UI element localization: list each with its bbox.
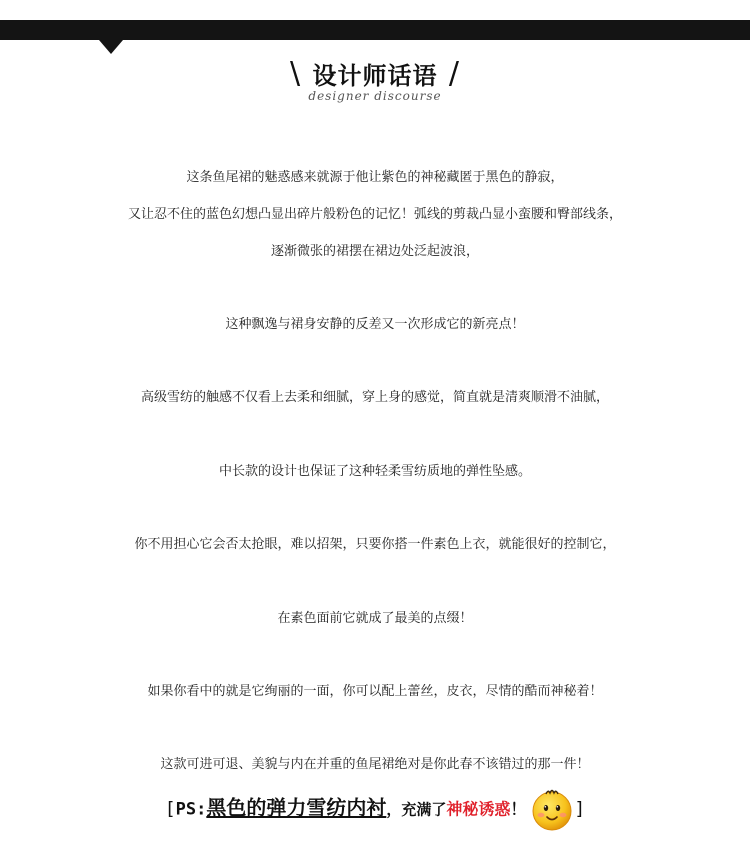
page-subtitle: designer discourse [308,89,442,103]
copy-line: 逐渐微张的裙摆在裙边处泛起波浪， [270,244,479,259]
heading-slash-left: \ [290,56,302,91]
ps-exclaim: ！ [510,799,527,819]
copy-line: 中长款的设计也保证了这种轻柔雪纺质地的弹性坠感。 [218,464,531,479]
ps-comma: ， [386,800,402,819]
copy-line: 这款可进可退、美貌与内在并重的鱼尾裙绝对是你此春不该错过的那一件！ [160,757,590,772]
ps-main-text: 黑色的弹力雪纺内衬 [206,795,387,820]
smiley-face-icon [530,788,574,832]
top-divider-notch [99,40,123,54]
ps-highlight-text: 神秘诱惑 [446,799,511,819]
copy-line: 在素色面前它就成了最美的点缀！ [277,611,473,626]
ps-close-bracket: ] [574,798,586,820]
ps-middle-text: 充满了 [401,800,447,819]
copy-line: 如果你看中的就是它绚丽的一面，你可以配上蕾丝，皮衣，尽情的酷而神秘着！ [147,684,603,699]
copy-line: 高级雪纺的触感不仅看上去柔和细腻，穿上身的感觉，简直就是清爽顺滑不油腻， [140,390,609,405]
section-heading [0,56,750,91]
ps-note [0,788,750,832]
heading-slash-right: / [448,56,460,91]
ps-open-bracket: [ [164,798,176,820]
copy-line: 又让忍不住的蓝色幻想凸显出碎片般粉色的记忆！弧线的剪裁凸显小蛮腰和臀部线条， [127,207,622,222]
copy-line: 这条鱼尾裙的魅惑感来就源于他让紫色的神秘藏匿于黑色的静寂， [186,170,564,185]
copy-line: 这种飘逸与裙身安静的反差又一次形成它的新亮点！ [225,317,525,332]
top-divider-bar [0,20,750,40]
copy-line: 你不用担心它会否太抢眼，难以招架，只要你搭一件素色上衣，就能很好的控制它， [134,537,616,552]
ps-label: PS: [175,799,207,820]
page-title: 设计师话语 [312,62,438,90]
